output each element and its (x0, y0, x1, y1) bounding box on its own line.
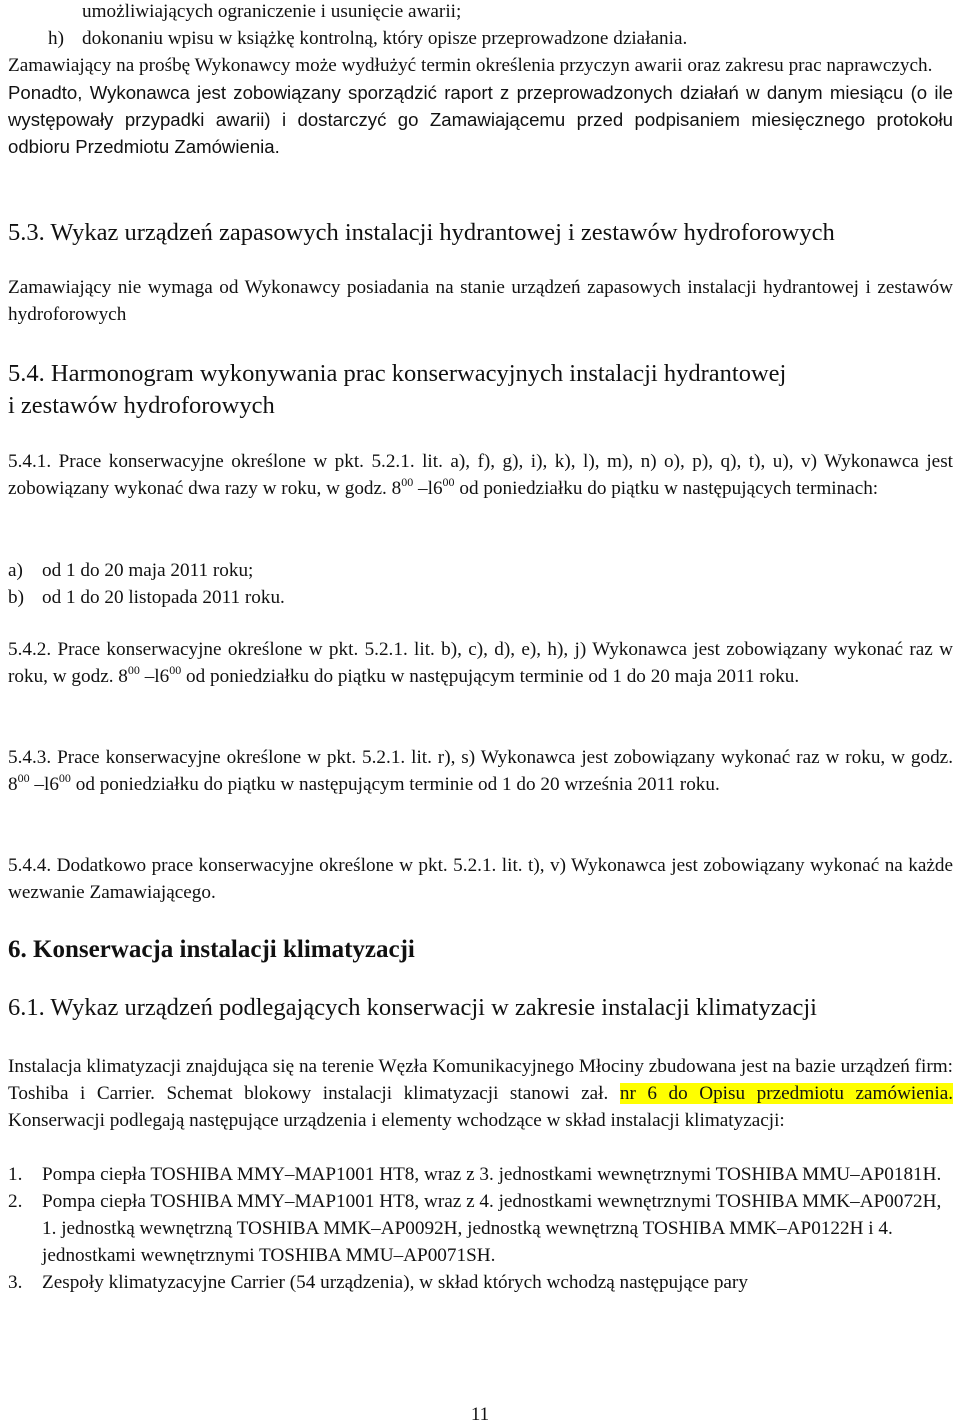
list-text: Pompa ciepła TOSHIBA MMY–MAP1001 HT8, wraz z 4. jednostkami wewnętrznymi TOSHIBA MMK–AP0072H, 1. jednostką wewnętrzną TOSHIBA MMK–AP0092H, jednostką wewnętrzną TOSHIBA MMK–AP0122H i 4. jednostkami wewnętrznymi TOSHIBA MMU–AP0071SH. (42, 1191, 942, 1266)
list-text: Zespoły klimatyzacyjne Carrier (54 urządzenia), w skład których wchodzą następujące pary (42, 1272, 748, 1293)
heading-line: i zestawów hydroforowych (8, 392, 275, 419)
text: 5.4.2. Prace konserwacyjne określone w pkt. 5.2.1. lit. b), c), d), e), h), j) Wykonawca jest zobowiązany wykonać raz w roku, w godz. 8 (8, 639, 953, 687)
text: Instalacja klimatyzacji znajdująca się na terenie Węzła Komunikacyjnego Młociny zbudowana jest na bazie urządzeń firm: Toshiba i Carrier. Schemat blokowy instalacji klimatyzacji stanowi zał. (8, 1056, 953, 1104)
section-heading-6: 6. Konserwacja instalacji klimatyzacji (8, 936, 415, 963)
superscript: 00 (169, 663, 182, 677)
text: Konserwacji podlegają następujące urządzenia i elementy wchodzące w skład instalacji klimatyzacji: (8, 1110, 785, 1131)
text: –l6 (413, 478, 443, 499)
section-heading-6-1: 6.1. Wykaz urządzeń podlegających konserwacji w zakresie instalacji klimatyzacji (8, 994, 817, 1021)
text: 5.4.3. Prace konserwacyjne określone w pkt. 5.2.1. lit. r), s) Wykonawca jest zobowiązany wykonać raz w roku, w godz. 8 (8, 747, 953, 795)
superscript: 00 (17, 771, 30, 785)
terms-list (8, 557, 953, 611)
list-number: 1. (8, 1164, 23, 1185)
list-text: od 1 do 20 maja 2011 roku; (42, 560, 254, 581)
paragraph-5-4-3 (8, 744, 953, 798)
text: 5.4.1. Prace konserwacyjne określone w pkt. 5.2.1. lit. a), f), g), i), k), l), m), n) o), p), q), t), u), v) Wykonawca jest zobowiązany wykonać dwa razy w roku, w godz. 8 (8, 451, 953, 499)
superscript: 00 (127, 663, 140, 677)
paragraph-5-4-2 (8, 636, 953, 690)
page-number: 11 (470, 1404, 490, 1425)
intro-continuation (8, 0, 953, 160)
text: –l6 (29, 774, 59, 795)
list-item-h (8, 25, 953, 52)
list-text: dokonaniu wpisu w książkę kontrolną, który opisze przeprowadzone działania. (82, 28, 688, 49)
list-item (8, 1161, 953, 1188)
list-item (8, 1269, 953, 1296)
paragraph-5-4-1 (8, 448, 953, 502)
equipment-list (8, 1161, 953, 1296)
text: od poniedziałku do piątku w następujących terminach: (454, 478, 879, 499)
paragraph: Zamawiający nie wymaga od Wykonawcy posiadania na stanie urządzeń zapasowych instalacji hydrantowej i zestawów hydroforowych (8, 277, 953, 325)
superscript: 00 (442, 475, 455, 489)
list-label: a) (8, 560, 23, 581)
list-label: b) (8, 587, 24, 608)
list-item (8, 557, 953, 584)
list-text: Pompa ciepła TOSHIBA MMY–MAP1001 HT8, wraz z 3. jednostkami wewnętrznymi TOSHIBA MMU–AP0181H. (42, 1164, 942, 1185)
section-heading-5-3: 5.3. Wykaz urządzeń zapasowych instalacji hydrantowej i zestawów hydroforowych (8, 219, 835, 246)
text: od poniedziałku do piątku w następującym terminie od 1 do 20 maja 2011 roku. (181, 666, 800, 687)
list-label: h) (48, 28, 64, 49)
section-heading-5-4 (8, 358, 953, 422)
paragraph-5-4-4: 5.4.4. Dodatkowo prace konserwacyjne określone w pkt. 5.2.1. lit. t), v) Wykonawca jest zobowiązany wykonać na każde wezwanie Zamawiającego. (8, 855, 953, 903)
list-text: od 1 do 20 listopada 2011 roku. (42, 587, 285, 608)
heading-line: 5.4. Harmonogram wykonywania prac konserwacyjnych instalacji hydrantowej (8, 360, 787, 387)
superscript: 00 (58, 771, 71, 785)
highlighted-reference: nr 6 do Opisu przedmiotu zamówienia. (619, 1083, 954, 1104)
report-paragraph: Ponadto, Wykonawca jest zobowiązany sporządzić raport z przeprowadzonych działań w danym miesiącu (o ile występowały przypadki awarii) i dostarczyć go Zamawiającemu przed podpisaniem miesięcznego protokołu odbioru Przedmiotu Zamówienia. (8, 82, 953, 157)
text: –l6 (139, 666, 170, 687)
list-item-continuation: umożliwiających ograniczenie i usunięcie awarii; (82, 1, 462, 22)
list-item (8, 1188, 953, 1269)
text: od poniedziałku do piątku w następującym terminie od 1 do 20 września 2011 roku. (70, 774, 720, 795)
superscript: 00 (401, 475, 414, 489)
paragraph (8, 1053, 953, 1134)
list-number: 3. (8, 1272, 23, 1293)
list-item (8, 584, 953, 611)
paragraph: Zamawiający na prośbę Wykonawcy może wydłużyć termin określenia przyczyn awarii oraz zakresu prac naprawczych. (8, 55, 933, 76)
list-number: 2. (8, 1191, 23, 1212)
